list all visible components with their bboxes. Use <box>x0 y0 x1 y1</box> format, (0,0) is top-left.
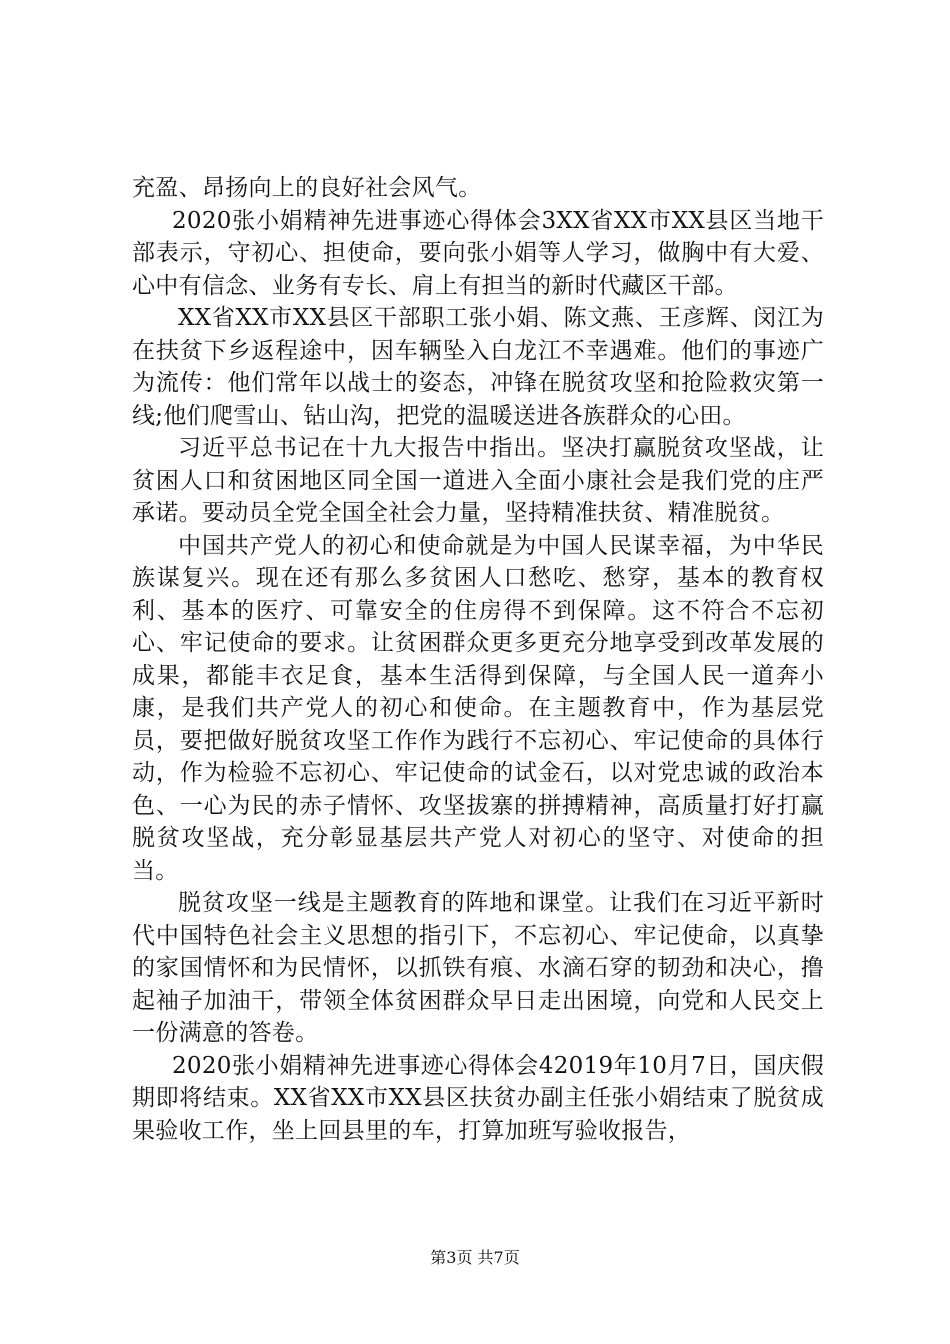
page-number-footer: 第3页 共7页 <box>430 1248 520 1267</box>
paragraph-7: 2020张小娟精神先进事迹心得体会42019年10月7日，国庆假期即将结束。XX省XX市XX县区扶贫办副主任张小娟结束了脱贫成果验收工作，坐上回县里的车，打算加班写验收报告， <box>132 1052 824 1144</box>
paragraph-3: XX省XX市XX县区干部职工张小娟、陈文燕、王彦辉、闵江为在扶贫下乡返程途中，因车辆坠入白龙江不幸遇难。他们的事迹广为流传：他们常年以战士的姿态，冲锋在脱贫攻坚和抢险救灾第一线;他们爬雪山、钻山沟，把党的温暖送进各族群众的心田。 <box>132 305 824 429</box>
document-body <box>132 172 824 1147</box>
paragraph-1: 充盈、昂扬向上的良好社会风气。 <box>132 175 482 201</box>
paragraph-2: 2020张小娟精神先进事迹心得体会3XX省XX市XX县区当地干部表示，守初心、担使命，要向张小娟等人学习，做胸中有大爱、心中有信念、业务有专长、肩上有担当的新时代藏区干部。 <box>132 207 824 299</box>
paragraph-6: 脱贫攻坚一线是主题教育的阵地和课堂。让我们在习近平新时代中国特色社会主义思想的指引下，不忘初心、牢记使命，以真挚的家国情怀和为民情怀，以抓铁有痕、水滴石穿的韧劲和决心，撸起袖子加油干，带领全体贫困群众早日走出困境，向党和人民交上一份满意的答卷。 <box>132 890 824 1046</box>
paragraph-5: 中国共产党人的初心和使命就是为中国人民谋幸福，为中华民族谋复兴。现在还有那么多贫困人口愁吃、愁穿，基本的教育权利、基本的医疗、可靠安全的住房得不到保障。这不符合不忘初心、牢记使命的要求。让贫困群众更多更充分地享受到改革发展的成果，都能丰衣足食，基本生活得到保障，与全国人民一道奔小康，是我们共产党人的初心和使命。在主题教育中，作为基层党员，要把做好脱贫攻坚工作作为践行不忘初心、牢记使命的具体行动，作为检验不忘初心、牢记使命的试金石，以对党忠诚的政治本色、一心为民的赤子情怀、攻坚拔寨的拼搏精神，高质量打好打赢脱贫攻坚战，充分彰显基层共产党人对初心的坚守、对使命的担当。 <box>132 532 824 884</box>
paragraph-4: 习近平总书记在十九大报告中指出。坚决打赢脱贫攻坚战，让贫困人口和贫困地区同全国一道进入全面小康社会是我们党的庄严承诺。要动员全党全国全社会力量，坚持精准扶贫、精准脱贫。 <box>132 435 824 526</box>
